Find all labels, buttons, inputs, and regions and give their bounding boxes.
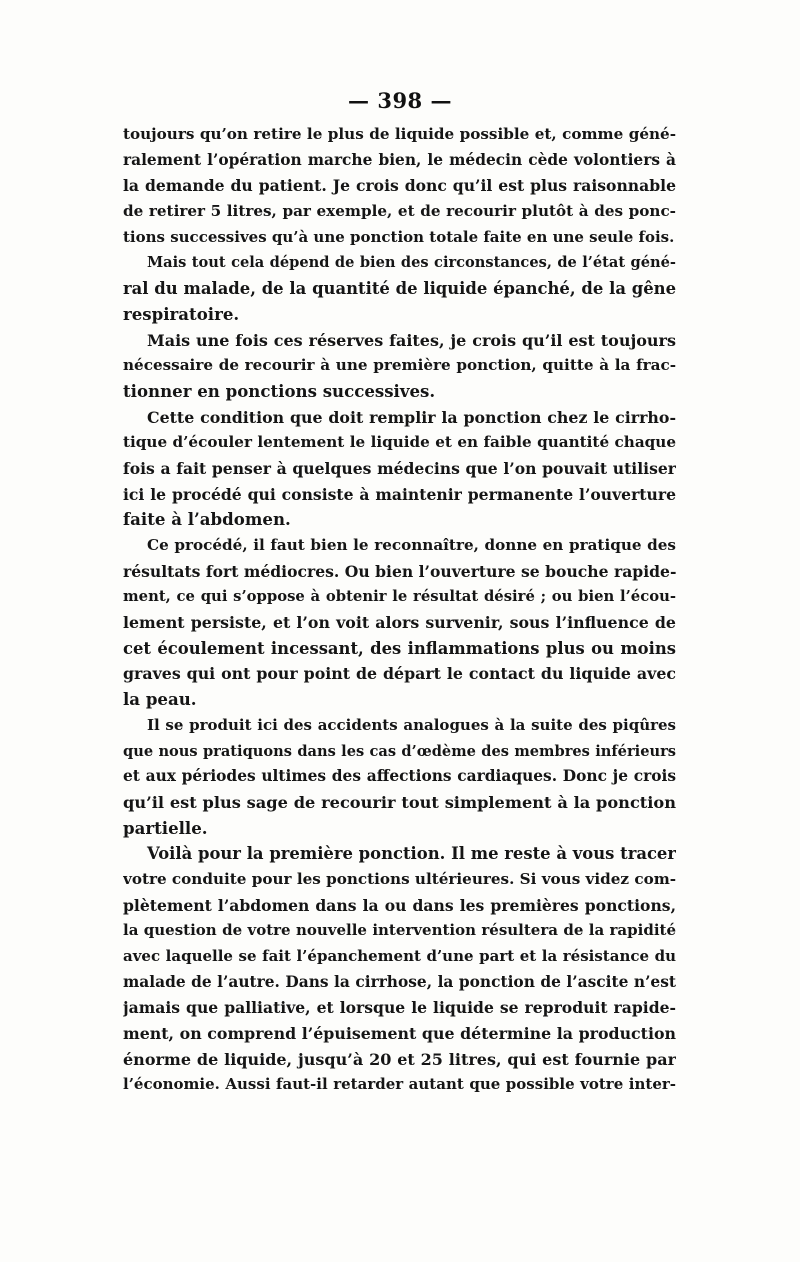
- text-line: cet écoulement incessant, des inflammations plus ou moins: [123, 638, 676, 658]
- text-line: plètement l’abdomen dans la ou dans les premières ponctions,: [123, 895, 676, 915]
- text-line: résultats fort médiocres. Ou bien l’ouverture se bouche rapide-: [123, 561, 676, 581]
- text-line: nécessaire de recourir à une première ponction, quitte à la frac-: [123, 356, 676, 375]
- body-text: [123, 122, 676, 1098]
- text-line: graves qui ont pour point de départ le contact du liquide avec: [123, 664, 676, 684]
- text-line: partielle.: [123, 817, 208, 838]
- text-line: faite à l’abdomen.: [123, 509, 291, 530]
- text-line: Mais tout cela dépend de bien des circonstances, de l’état géné-: [147, 254, 676, 272]
- text-line: fois a fait penser à quelques médecins que l’on pouvait utiliser: [123, 458, 676, 478]
- text-line: Mais une fois ces réserves faites, je crois qu’il est toujours: [147, 330, 676, 350]
- text-line: ici le procédé qui consiste à maintenir permanente l’ouverture: [123, 484, 676, 504]
- text-line: énorme de liquide, jusqu’à 20 et 25 litres, qui est fournie par: [123, 1049, 676, 1069]
- text-line: toujours qu’on retire le plus de liquide possible et, comme géné-: [123, 125, 676, 143]
- text-line: de retirer 5 litres, par exemple, et de recourir plutôt à des ponc-: [123, 202, 676, 221]
- text-line: ralement l’opération marche bien, le médecin cède volontiers à: [123, 150, 676, 169]
- text-line: et aux périodes ultimes des affections cardiaques. Donc je crois: [123, 767, 676, 786]
- text-line: ment, ce qui s’oppose à obtenir le résultat désiré ; ou bien l’écou-: [123, 588, 676, 606]
- text-line: l’économie. Aussi faut-il retarder autant que possible votre inter-: [123, 1075, 676, 1094]
- text-line: Ce procédé, il faut bien le reconnaître, donne en pratique des: [147, 536, 676, 554]
- text-line: respiratoire.: [123, 303, 240, 324]
- text-line: lement persiste, et l’on voit alors survenir, sous l’influence de: [123, 613, 676, 633]
- text-line: la question de votre nouvelle intervention résultera de la rapidité: [123, 921, 676, 940]
- text-line: tions successives qu’à une ponction totale faite en une seule fois.: [123, 227, 675, 246]
- text-line: ral du malade, de la quantité de liquide épanché, de la gêne: [123, 279, 676, 299]
- text-line: Cette condition que doit remplir la ponction chez le cirrho-: [147, 407, 676, 427]
- text-line: tique d’écouler lentement le liquide et en faible quantité chaque: [123, 433, 676, 452]
- text-line: que nous pratiquons dans les cas d’œdème des membres inférieurs: [123, 742, 676, 760]
- page-number: — 398 —: [348, 88, 452, 113]
- text-line: qu’il est plus sage de recourir tout simplement à la ponction: [123, 792, 676, 812]
- text-line: la demande du patient. Je crois donc qu’il est plus raisonnable: [123, 176, 676, 196]
- text-line: Il se produit ici des accidents analogues à la suite des piqûres: [147, 715, 676, 734]
- text-line: jamais que palliative, et lorsque le liquide se reproduit rapide-: [123, 998, 676, 1018]
- text-line: Voilà pour la première ponction. Il me reste à vous tracer: [147, 844, 676, 864]
- text-line: avec laquelle se fait l’épanchement d’une part et la résistance du: [123, 947, 676, 965]
- text-line: votre conduite pour les ponctions ultérieures. Si vous videz com-: [123, 869, 676, 888]
- text-line: ment, on comprend l’épuisement que détermine la production: [123, 1024, 676, 1044]
- text-line: malade de l’autre. Dans la cirrhose, la ponction de l’ascite n’est: [123, 972, 676, 991]
- text-line: tionner en ponctions successives.: [123, 380, 436, 401]
- text-line: la peau.: [123, 689, 197, 710]
